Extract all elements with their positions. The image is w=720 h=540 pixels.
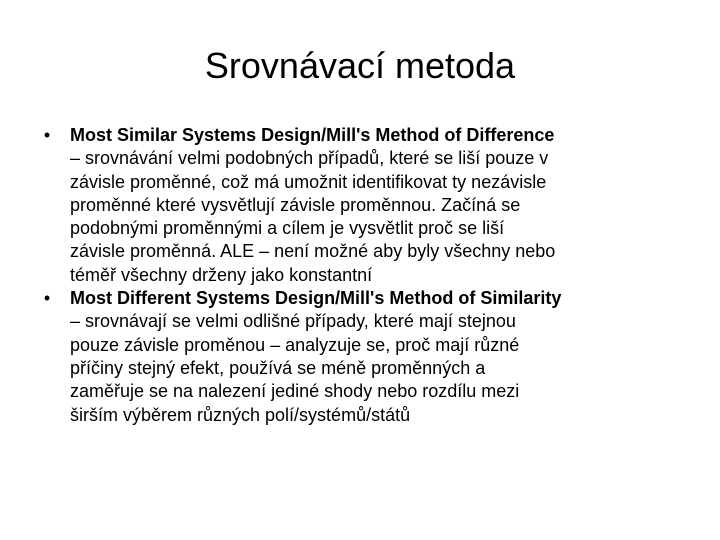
- item-text-line: závisle proměnné, což má umožnit identifikovat ty nezávisle: [70, 171, 547, 192]
- item-text-line: – srovnávají se velmi odlišné případy, které mají stejnou: [70, 311, 516, 332]
- list-item-method-of-difference: [36, 124, 686, 287]
- bullet-icon: •: [43, 288, 51, 309]
- item-text-line: pouze závisle proměnou – analyzuje se, proč mají různé: [70, 334, 520, 355]
- item-text-line: zaměřuje se na nalezení jediné shody nebo rozdílu mezi: [70, 381, 520, 402]
- item-heading: Most Different Systems Design/Mill's Method of Similarity: [70, 288, 562, 309]
- item-text-line: – srovnávání velmi podobných případů, které se liší pouze v: [70, 148, 549, 169]
- list-item-method-of-similarity: [36, 287, 686, 427]
- item-heading: Most Similar Systems Design/Mill's Method of Difference: [70, 125, 555, 145]
- bullet-list: [36, 124, 686, 427]
- item-text-line: proměnné které vysvětlují závisle proměnnou. Začíná se: [70, 194, 521, 215]
- item-text-line: téměř všechny drženy jako konstantní: [70, 264, 373, 285]
- bullet-icon: •: [43, 125, 51, 145]
- slide-title: Srovnávací metoda: [204, 45, 516, 86]
- item-text-line: podobnými proměnnými a cílem je vysvětlit proč se liší: [70, 218, 505, 239]
- item-text-line: širším výběrem různých polí/systémů/států: [70, 404, 411, 425]
- item-text-line: závisle proměnná. ALE – není možné aby byly všechny nebo: [70, 241, 556, 262]
- item-text-line: příčiny stejný efekt, používá se méně proměnných a: [70, 357, 486, 378]
